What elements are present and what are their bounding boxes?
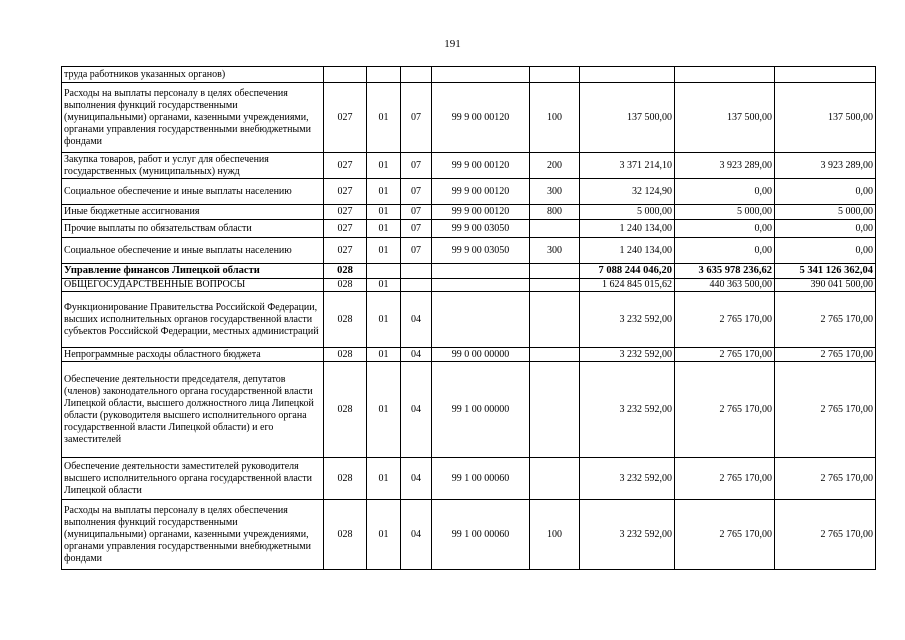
- cell-amount-year-2: 2 765 170,00: [675, 292, 775, 348]
- cell-amount-year-3: 390 041 500,00: [775, 279, 876, 292]
- cell-expense-type: [530, 292, 580, 348]
- cell-section-code: 01: [367, 83, 401, 153]
- cell-target-article: 99 9 00 03050: [432, 238, 530, 264]
- cell-amount-year-3: 2 765 170,00: [775, 348, 876, 362]
- cell-target-article: [432, 292, 530, 348]
- table-row: [62, 220, 876, 238]
- cell-name: Расходы на выплаты персоналу в целях обеспечения выполнения функций государственными (муниципальными) органами, казенными учреждениями, органами управления государственными внебюджетными фондами: [62, 83, 324, 153]
- cell-section-code: 01: [367, 292, 401, 348]
- cell-amount-year-1: 3 232 592,00: [580, 500, 675, 570]
- cell-section-code: 01: [367, 179, 401, 205]
- cell-expense-type: [530, 264, 580, 279]
- table-row: [62, 279, 876, 292]
- cell-amount-year-1: 1 240 134,00: [580, 220, 675, 238]
- cell-ministry-code: 028: [324, 348, 367, 362]
- cell-target-article: 99 9 00 00120: [432, 153, 530, 179]
- cell-subsection-code: 07: [401, 83, 432, 153]
- table-row: [62, 348, 876, 362]
- cell-expense-type: 800: [530, 205, 580, 220]
- cell-name: Закупка товаров, работ и услуг для обеспечения государственных (муниципальных) нужд: [62, 153, 324, 179]
- cell-expense-type: [530, 458, 580, 500]
- cell-amount-year-3: 3 923 289,00: [775, 153, 876, 179]
- cell-amount-year-1: 3 232 592,00: [580, 292, 675, 348]
- cell-section-code: 01: [367, 279, 401, 292]
- cell-ministry-code: 028: [324, 264, 367, 279]
- cell-target-article: 99 1 00 00060: [432, 458, 530, 500]
- cell-target-article: [432, 279, 530, 292]
- table-row: [62, 458, 876, 500]
- cell-amount-year-1: 3 371 214,10: [580, 153, 675, 179]
- cell-expense-type: [530, 348, 580, 362]
- cell-subsection-code: [401, 279, 432, 292]
- table-row: [62, 67, 876, 83]
- cell-section-code: 01: [367, 205, 401, 220]
- cell-amount-year-2: 0,00: [675, 220, 775, 238]
- cell-amount-year-3: [775, 67, 876, 83]
- cell-target-article: [432, 264, 530, 279]
- cell-expense-type: 300: [530, 179, 580, 205]
- cell-amount-year-2: 3 923 289,00: [675, 153, 775, 179]
- cell-ministry-code: 028: [324, 362, 367, 458]
- cell-subsection-code: 04: [401, 458, 432, 500]
- cell-subsection-code: [401, 67, 432, 83]
- cell-amount-year-3: 2 765 170,00: [775, 362, 876, 458]
- cell-subsection-code: 04: [401, 500, 432, 570]
- cell-name: Непрограммные расходы областного бюджета: [62, 348, 324, 362]
- cell-ministry-code: 028: [324, 500, 367, 570]
- table-row: [62, 238, 876, 264]
- cell-section-code: 01: [367, 362, 401, 458]
- cell-amount-year-2: 0,00: [675, 238, 775, 264]
- cell-ministry-code: 027: [324, 238, 367, 264]
- cell-ministry-code: 027: [324, 153, 367, 179]
- table-row: [62, 83, 876, 153]
- cell-expense-type: [530, 362, 580, 458]
- cell-amount-year-3: 5 341 126 362,04: [775, 264, 876, 279]
- cell-amount-year-1: 1 624 845 015,62: [580, 279, 675, 292]
- cell-amount-year-2: 3 635 978 236,62: [675, 264, 775, 279]
- budget-table: [61, 66, 876, 570]
- cell-subsection-code: 07: [401, 238, 432, 264]
- cell-name: Социальное обеспечение и иные выплаты населению: [62, 179, 324, 205]
- cell-amount-year-3: 0,00: [775, 179, 876, 205]
- cell-amount-year-2: 0,00: [675, 179, 775, 205]
- cell-ministry-code: 027: [324, 205, 367, 220]
- cell-name: Управление финансов Липецкой области: [62, 264, 324, 279]
- cell-subsection-code: 04: [401, 348, 432, 362]
- cell-target-article: 99 1 00 00000: [432, 362, 530, 458]
- cell-amount-year-1: 3 232 592,00: [580, 348, 675, 362]
- cell-target-article: 99 9 00 00120: [432, 83, 530, 153]
- cell-amount-year-2: 2 765 170,00: [675, 362, 775, 458]
- cell-ministry-code: 027: [324, 220, 367, 238]
- cell-name: труда работников указанных органов): [62, 67, 324, 83]
- cell-amount-year-2: 440 363 500,00: [675, 279, 775, 292]
- cell-amount-year-3: 137 500,00: [775, 83, 876, 153]
- table-row: [62, 179, 876, 205]
- cell-section-code: 01: [367, 238, 401, 264]
- cell-target-article: 99 9 00 03050: [432, 220, 530, 238]
- cell-subsection-code: [401, 264, 432, 279]
- table-body: [62, 67, 876, 570]
- cell-section-code: 01: [367, 153, 401, 179]
- cell-ministry-code: 027: [324, 179, 367, 205]
- cell-amount-year-2: 5 000,00: [675, 205, 775, 220]
- cell-amount-year-3: 0,00: [775, 220, 876, 238]
- cell-amount-year-1: 3 232 592,00: [580, 362, 675, 458]
- cell-expense-type: [530, 279, 580, 292]
- cell-name: Обеспечение деятельности заместителей руководителя высшего исполнительного органа государственной власти Липецкой области: [62, 458, 324, 500]
- cell-expense-type: 100: [530, 83, 580, 153]
- cell-amount-year-1: 5 000,00: [580, 205, 675, 220]
- cell-ministry-code: 027: [324, 83, 367, 153]
- cell-amount-year-3: 5 000,00: [775, 205, 876, 220]
- cell-ministry-code: 028: [324, 279, 367, 292]
- cell-expense-type: [530, 67, 580, 83]
- cell-subsection-code: 04: [401, 362, 432, 458]
- cell-section-code: [367, 264, 401, 279]
- cell-amount-year-1: [580, 67, 675, 83]
- cell-amount-year-2: 137 500,00: [675, 83, 775, 153]
- cell-target-article: 99 0 00 00000: [432, 348, 530, 362]
- cell-amount-year-1: 32 124,90: [580, 179, 675, 205]
- cell-section-code: [367, 67, 401, 83]
- cell-amount-year-3: 2 765 170,00: [775, 458, 876, 500]
- cell-amount-year-2: [675, 67, 775, 83]
- cell-amount-year-3: 2 765 170,00: [775, 292, 876, 348]
- cell-subsection-code: 04: [401, 292, 432, 348]
- cell-name: Прочие выплаты по обязательствам области: [62, 220, 324, 238]
- cell-target-article: [432, 67, 530, 83]
- table-row: [62, 362, 876, 458]
- cell-expense-type: 300: [530, 238, 580, 264]
- cell-subsection-code: 07: [401, 179, 432, 205]
- cell-name: Функционирование Правительства Российской Федерации, высших исполнительных органов государственной власти субъектов Российской Федерации, местных администраций: [62, 292, 324, 348]
- cell-expense-type: 100: [530, 500, 580, 570]
- cell-name: ОБЩЕГОСУДАРСТВЕННЫЕ ВОПРОСЫ: [62, 279, 324, 292]
- cell-subsection-code: 07: [401, 153, 432, 179]
- cell-amount-year-2: 2 765 170,00: [675, 500, 775, 570]
- cell-target-article: 99 1 00 00060: [432, 500, 530, 570]
- cell-section-code: 01: [367, 458, 401, 500]
- cell-name: Расходы на выплаты персоналу в целях обеспечения выполнения функций государственными (муниципальными) органами, казенными учреждениями, органами управления государственными внебюджетными фондами: [62, 500, 324, 570]
- page-number: 191: [444, 38, 461, 50]
- table-row: [62, 264, 876, 279]
- cell-section-code: 01: [367, 348, 401, 362]
- cell-expense-type: 200: [530, 153, 580, 179]
- cell-ministry-code: [324, 67, 367, 83]
- cell-subsection-code: 07: [401, 205, 432, 220]
- table-row: [62, 153, 876, 179]
- cell-ministry-code: 028: [324, 292, 367, 348]
- cell-ministry-code: 028: [324, 458, 367, 500]
- cell-subsection-code: 07: [401, 220, 432, 238]
- cell-name: Иные бюджетные ассигнования: [62, 205, 324, 220]
- cell-target-article: 99 9 00 00120: [432, 205, 530, 220]
- cell-amount-year-1: 3 232 592,00: [580, 458, 675, 500]
- cell-amount-year-2: 2 765 170,00: [675, 458, 775, 500]
- cell-expense-type: [530, 220, 580, 238]
- cell-section-code: 01: [367, 500, 401, 570]
- cell-target-article: 99 9 00 00120: [432, 179, 530, 205]
- cell-amount-year-2: 2 765 170,00: [675, 348, 775, 362]
- cell-amount-year-3: 2 765 170,00: [775, 500, 876, 570]
- table-row: [62, 500, 876, 570]
- cell-name: Обеспечение деятельности председателя, депутатов (членов) законодательного органа государственной власти Липецкой области, высшего должностного лица Липецкой области (руководителя высшего исполнительного органа государственной власти Липецкой области) и его заместителей: [62, 362, 324, 458]
- cell-amount-year-1: 7 088 244 046,20: [580, 264, 675, 279]
- cell-amount-year-1: 137 500,00: [580, 83, 675, 153]
- cell-amount-year-3: 0,00: [775, 238, 876, 264]
- table-row: [62, 205, 876, 220]
- cell-amount-year-1: 1 240 134,00: [580, 238, 675, 264]
- cell-section-code: 01: [367, 220, 401, 238]
- cell-name: Социальное обеспечение и иные выплаты населению: [62, 238, 324, 264]
- table-row: [62, 292, 876, 348]
